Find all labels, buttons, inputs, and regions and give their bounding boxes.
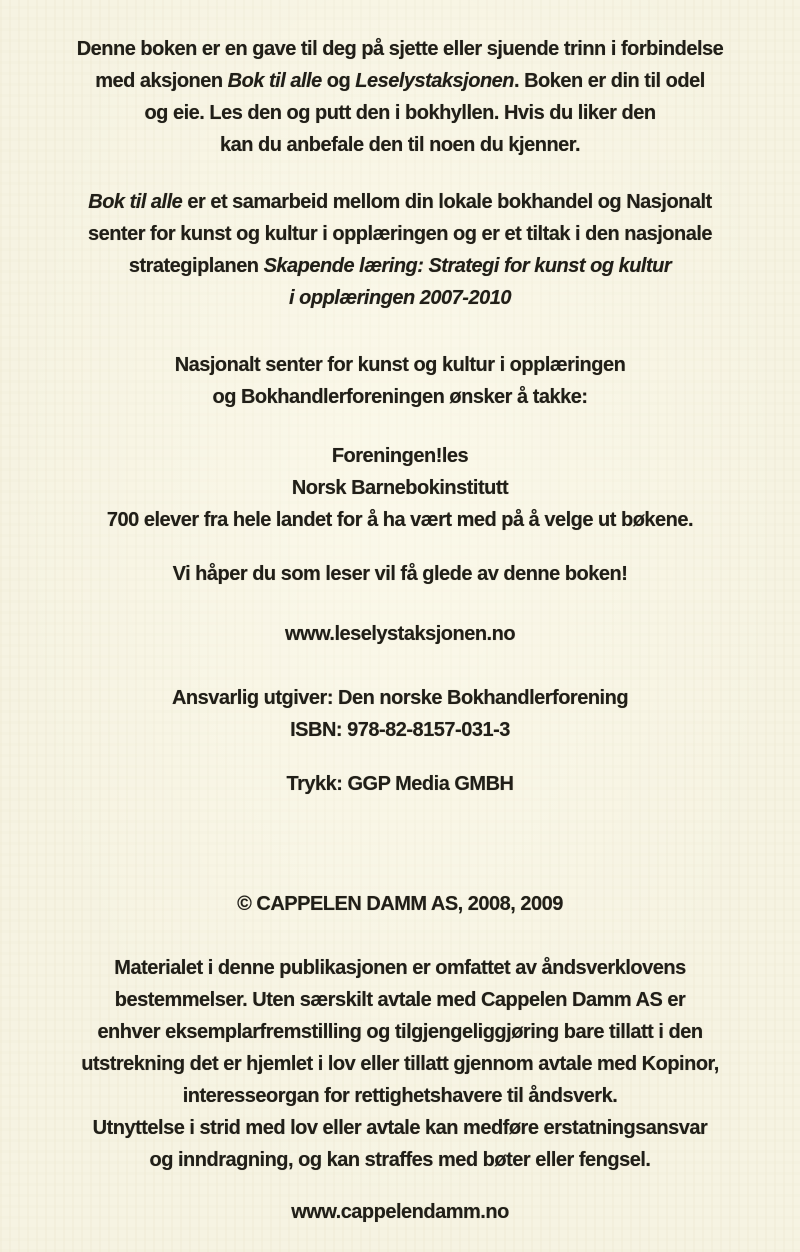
text-line [0, 558, 800, 590]
text-line [0, 1112, 800, 1144]
text-segment: 700 elever fra hele landet for å ha vært med på å velge ut bøkene. [106, 509, 694, 531]
text-segment: strategiplanen [128, 255, 264, 277]
text-line [0, 65, 800, 97]
text-line [0, 250, 800, 282]
text-line [0, 768, 800, 800]
paragraph-leselyst-url [0, 618, 800, 650]
text-segment: Ansvarlig utgiver: Den norske Bokhandlerforening [171, 687, 629, 709]
text-segment: interesseorgan for rettighetshavere til åndsverk. [182, 1085, 618, 1107]
text-segment: senter for kunst og kultur i opplæringen og er et tiltak i den nasjonale [87, 223, 713, 245]
text-line [0, 33, 800, 65]
text-line [0, 186, 800, 218]
text-line [0, 1080, 800, 1112]
paragraph-gift-note [0, 33, 800, 161]
text-line [0, 218, 800, 250]
paragraph-thanks-intro [0, 349, 800, 413]
text-line [0, 440, 800, 472]
text-segment: og eie. Les den og putt den i bokhyllen. Hvis du liker den [144, 102, 656, 124]
text-segment: www.cappelendamm.no [291, 1201, 509, 1223]
text-line [0, 472, 800, 504]
emphasized-text: Leselystaksjonen [355, 70, 514, 92]
text-segment: og [321, 70, 356, 92]
text-line [0, 381, 800, 413]
text-segment: Foreningen!les [331, 445, 469, 467]
text-line [0, 97, 800, 129]
text-line [0, 1144, 800, 1176]
text-line [0, 714, 800, 746]
text-segment: er et samarbeid mellom din lokale bokhandel og Nasjonalt [182, 191, 712, 213]
text-line [0, 888, 800, 920]
text-line [0, 618, 800, 650]
text-segment: Norsk Barnebokinstitutt [291, 477, 509, 499]
text-line [0, 504, 800, 536]
text-segment: enhver eksemplarfremstilling og tilgjengeliggjøring bare tillatt i den [97, 1021, 703, 1043]
text-segment: Utnyttelse i strid med lov eller avtale kan medføre erstatningsansvar [92, 1117, 708, 1139]
text-segment: kan du anbefale den til noen du kjenner. [219, 134, 581, 156]
text-segment: Denne boken er en gave til deg på sjette eller sjuende trinn i forbindelse [76, 38, 724, 60]
text-segment: © CAPPELEN DAMM AS, 2008, 2009 [237, 893, 563, 915]
text-segment: ISBN: 978-82-8157-031-3 [290, 719, 510, 741]
text-line [0, 1016, 800, 1048]
text-segment: Trykk: GGP Media GMBH [286, 773, 514, 795]
paragraph-cappelendamm-url [0, 1196, 800, 1228]
emphasized-text: Skapende læring: Strategi for kunst og kultur [263, 255, 672, 277]
text-segment: . Boken er din til odel [514, 70, 705, 92]
text-line [0, 282, 800, 314]
paragraph-legal-notice [0, 952, 800, 1176]
text-line [0, 952, 800, 984]
text-segment: www.leselystaksjonen.no [284, 623, 516, 645]
text-segment: Materialet i denne publikasjonen er omfattet av åndsverklovens [114, 957, 686, 979]
paragraph-publisher-isbn [0, 682, 800, 746]
text-line [0, 129, 800, 161]
text-segment: Vi håper du som leser vil få glede av denne boken! [172, 563, 628, 585]
emphasized-text: i opplæringen 2007-2010 [289, 287, 511, 309]
text-line [0, 1196, 800, 1228]
text-line [0, 682, 800, 714]
text-segment: og inndragning, og kan straffes med bøter eller fengsel. [149, 1149, 651, 1171]
paragraph-thanks-list [0, 440, 800, 536]
text-line [0, 984, 800, 1016]
text-line [0, 1048, 800, 1080]
text-segment: utstrekning det er hjemlet i lov eller tillatt gjennom avtale med Kopinor, [81, 1053, 719, 1075]
text-segment: bestemmelser. Uten særskilt avtale med Cappelen Damm AS er [114, 989, 686, 1011]
paragraph-bok-til-alle-info [0, 186, 800, 314]
paragraph-copyright [0, 888, 800, 920]
text-line [0, 349, 800, 381]
emphasized-text: Bok til alle [227, 70, 322, 92]
text-segment: Nasjonalt senter for kunst og kultur i opplæringen [174, 354, 626, 376]
paragraph-printer [0, 768, 800, 800]
text-segment: og Bokhandlerforeningen ønsker å takke: [212, 386, 588, 408]
paragraph-wish [0, 558, 800, 590]
text-segment: med aksjonen [95, 70, 228, 92]
paragraph-list [0, 33, 800, 1228]
emphasized-text: Bok til alle [88, 191, 183, 213]
